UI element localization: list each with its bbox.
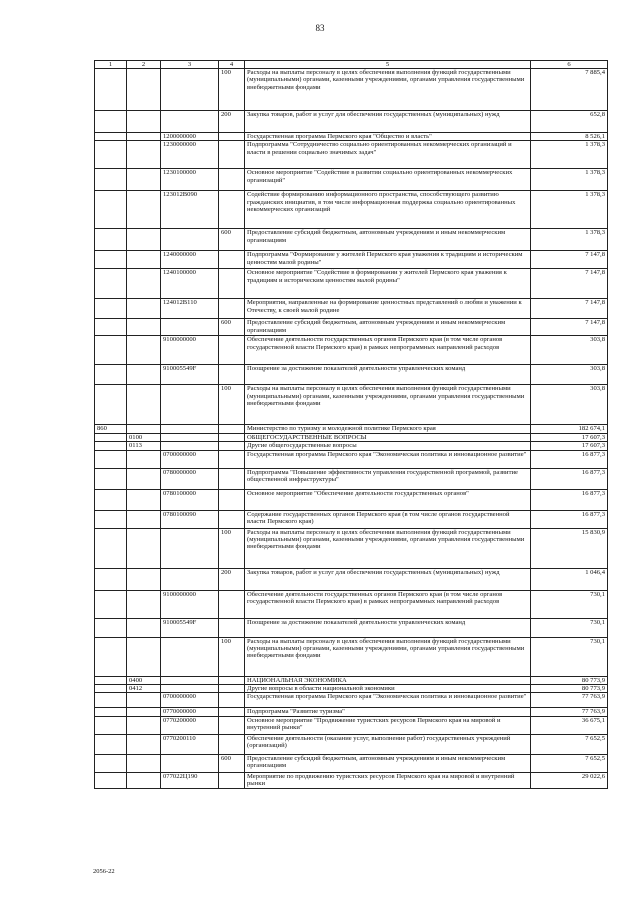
cell-ministry-code — [95, 365, 127, 385]
cell-target-article — [161, 319, 219, 336]
cell-section-code — [127, 385, 161, 425]
cell-expense-type: 600 — [219, 229, 245, 251]
cell-ministry-code — [95, 229, 127, 251]
cell-description: Поощрение за достижение показателей деятельности управленческих команд — [245, 365, 531, 385]
cell-section-code — [127, 141, 161, 169]
cell-ministry-code — [95, 69, 127, 111]
cell-section-code — [127, 169, 161, 191]
cell-description: Другие общегосударственные вопросы — [245, 442, 531, 450]
cell-ministry-code — [95, 251, 127, 269]
cell-section-code — [127, 229, 161, 251]
cell-section-code — [127, 269, 161, 299]
cell-target-article — [161, 442, 219, 450]
cell-section-code — [127, 425, 161, 433]
table-row — [95, 133, 608, 141]
cell-description: Государственная программа Пермского края "Общество и власть" — [245, 133, 531, 141]
cell-ministry-code — [95, 111, 127, 133]
cell-amount: 1 378,3 — [531, 169, 608, 191]
cell-ministry-code — [95, 299, 127, 319]
table-row — [95, 365, 608, 385]
cell-target-article — [161, 676, 219, 684]
cell-amount: 303,8 — [531, 385, 608, 425]
cell-ministry-code — [95, 510, 127, 528]
cell-amount: 7 147,8 — [531, 251, 608, 269]
cell-section-code — [127, 191, 161, 229]
cell-expense-type — [219, 708, 245, 716]
cell-expense-type: 600 — [219, 319, 245, 336]
cell-expense-type — [219, 772, 245, 788]
cell-section-code — [127, 299, 161, 319]
cell-description: Расходы на выплаты персоналу в целях обеспечения выполнения функций государственными (муниципальными) органами, казенными учреждениями, органами управления государственными внебюджетными фондами — [245, 528, 531, 568]
cell-description: Подпрограмма "Повышение эффективности управления государственной программой, развитие общественной инфраструктуры" — [245, 468, 531, 489]
table-row — [95, 336, 608, 365]
cell-target-article: 1200000000 — [161, 133, 219, 141]
table-row — [95, 299, 608, 319]
cell-expense-type — [219, 336, 245, 365]
cell-target-article: 1240100000 — [161, 269, 219, 299]
cell-description: Государственная программа Пермского края "Экономическая политика и инновационное развитие" — [245, 693, 531, 708]
cell-amount: 303,8 — [531, 365, 608, 385]
table-row — [95, 618, 608, 637]
cell-ministry-code — [95, 269, 127, 299]
cell-target-article: 1230000000 — [161, 141, 219, 169]
cell-ministry-code — [95, 754, 127, 772]
cell-target-article: 0770200110 — [161, 734, 219, 754]
cell-expense-type — [219, 716, 245, 734]
cell-expense-type — [219, 676, 245, 684]
cell-target-article: 123012В090 — [161, 191, 219, 229]
table-row — [95, 269, 608, 299]
table-row — [95, 676, 608, 684]
cell-ministry-code — [95, 468, 127, 489]
column-number-row — [95, 61, 608, 69]
cell-section-code — [127, 69, 161, 111]
cell-section-code — [127, 133, 161, 141]
column-header: 3 — [161, 61, 219, 69]
cell-ministry-code — [95, 685, 127, 693]
page-number: 83 — [315, 23, 325, 33]
cell-expense-type — [219, 590, 245, 618]
cell-target-article — [161, 754, 219, 772]
cell-ministry-code — [95, 734, 127, 754]
cell-section-code — [127, 568, 161, 590]
cell-expense-type: 100 — [219, 528, 245, 568]
cell-expense-type — [219, 425, 245, 433]
table-row — [95, 111, 608, 133]
cell-description: Обеспечение деятельности (оказание услуг, выполнение работ) государственных учреждений (организаций) — [245, 734, 531, 754]
cell-amount: 1 378,3 — [531, 191, 608, 229]
cell-amount: 7 652,5 — [531, 734, 608, 754]
cell-ministry-code — [95, 169, 127, 191]
cell-description: Министерство по туризму и молодежной политике Пермского края — [245, 425, 531, 433]
cell-section-code — [127, 450, 161, 468]
cell-target-article — [161, 69, 219, 111]
cell-description: Обеспечение деятельности государственных органов Пермского края (в том числе органов государственной власти Пермского края) в рамках непрограммных направлений расходов — [245, 590, 531, 618]
cell-expense-type: 100 — [219, 637, 245, 676]
cell-expense-type: 200 — [219, 568, 245, 590]
table-row — [95, 510, 608, 528]
cell-target-article: 077022Ц190 — [161, 772, 219, 788]
cell-ministry-code — [95, 528, 127, 568]
cell-section-code: 0100 — [127, 433, 161, 441]
cell-expense-type — [219, 685, 245, 693]
cell-description: Предоставление субсидий бюджетным, автономным учреждениям и иным некоммерческим организациям — [245, 229, 531, 251]
table-row — [95, 425, 608, 433]
cell-expense-type — [219, 442, 245, 450]
cell-description: Подпрограмма "Развитие туризма" — [245, 708, 531, 716]
table-row — [95, 468, 608, 489]
cell-section-code — [127, 693, 161, 708]
cell-ministry-code — [95, 191, 127, 229]
cell-target-article: 0780000000 — [161, 468, 219, 489]
cell-target-article — [161, 433, 219, 441]
cell-description: ОБЩЕГОСУДАРСТВЕННЫЕ ВОПРОСЫ — [245, 433, 531, 441]
cell-description: Основное мероприятие "Содействие в развитии социально ориентированных некоммерческих организаций" — [245, 169, 531, 191]
cell-description: Содействие формированию информационного пространства, способствующего развитию гражданских инициатив, в том числе информационная поддержка социально ориентированных некоммерческих организаций — [245, 191, 531, 229]
cell-section-code — [127, 754, 161, 772]
cell-section-code — [127, 365, 161, 385]
cell-description: Другие вопросы в области национальной экономики — [245, 685, 531, 693]
cell-expense-type — [219, 141, 245, 169]
cell-amount: 16 877,3 — [531, 450, 608, 468]
column-header: 4 — [219, 61, 245, 69]
column-header: 6 — [531, 61, 608, 69]
cell-description: Содержание государственных органов Пермского края (в том числе органов государственной власти Пермского края) — [245, 510, 531, 528]
cell-description: Предоставление субсидий бюджетным, автономным учреждениям и иным некоммерческим организациям — [245, 754, 531, 772]
cell-expense-type — [219, 169, 245, 191]
cell-target-article: 910005549F — [161, 365, 219, 385]
table-row — [95, 450, 608, 468]
budget-table-body — [95, 61, 608, 789]
cell-ministry-code — [95, 590, 127, 618]
cell-amount: 730,1 — [531, 637, 608, 676]
cell-description: Расходы на выплаты персоналу в целях обеспечения выполнения функций государственными (муниципальными) органами, казенными учреждениями, органами управления государственными внебюджетными фондами — [245, 637, 531, 676]
cell-ministry-code — [95, 433, 127, 441]
cell-description: Государственная программа Пермского края "Экономическая политика и инновационное развитие" — [245, 450, 531, 468]
cell-amount: 182 674,1 — [531, 425, 608, 433]
document-code: 2056-22 — [93, 868, 115, 875]
cell-ministry-code — [95, 772, 127, 788]
table-row — [95, 637, 608, 676]
table-row — [95, 590, 608, 618]
cell-section-code: 0400 — [127, 676, 161, 684]
table-row — [95, 734, 608, 754]
cell-amount: 15 830,9 — [531, 528, 608, 568]
cell-ministry-code — [95, 336, 127, 365]
cell-section-code: 0412 — [127, 685, 161, 693]
cell-amount: 77 763,9 — [531, 693, 608, 708]
cell-ministry-code: 860 — [95, 425, 127, 433]
cell-section-code — [127, 528, 161, 568]
cell-amount: 730,1 — [531, 590, 608, 618]
cell-amount: 77 763,9 — [531, 708, 608, 716]
cell-description: Закупка товаров, работ и услуг для обеспечения государственных (муниципальных) нужд — [245, 568, 531, 590]
table-row — [95, 229, 608, 251]
cell-section-code — [127, 716, 161, 734]
table-row — [95, 69, 608, 111]
cell-target-article: 9100000000 — [161, 590, 219, 618]
cell-ministry-code — [95, 489, 127, 510]
cell-expense-type: 100 — [219, 385, 245, 425]
cell-ministry-code — [95, 141, 127, 169]
column-header: 1 — [95, 61, 127, 69]
cell-target-article: 0770200000 — [161, 716, 219, 734]
cell-ministry-code — [95, 716, 127, 734]
table-row — [95, 319, 608, 336]
cell-amount: 1 378,3 — [531, 141, 608, 169]
cell-expense-type: 600 — [219, 754, 245, 772]
cell-section-code — [127, 708, 161, 716]
cell-expense-type — [219, 133, 245, 141]
cell-section-code — [127, 637, 161, 676]
cell-target-article — [161, 425, 219, 433]
cell-amount: 7 147,8 — [531, 319, 608, 336]
cell-amount: 1 378,3 — [531, 229, 608, 251]
cell-ministry-code — [95, 133, 127, 141]
cell-amount: 16 877,3 — [531, 468, 608, 489]
table-row — [95, 568, 608, 590]
cell-section-code — [127, 251, 161, 269]
cell-expense-type — [219, 433, 245, 441]
table-row — [95, 169, 608, 191]
cell-section-code — [127, 111, 161, 133]
cell-section-code — [127, 468, 161, 489]
cell-target-article — [161, 637, 219, 676]
cell-description: Расходы на выплаты персоналу в целях обеспечения выполнения функций государственными (муниципальными) органами, казенными учреждениями, органами управления государственными внебюджетными фондами — [245, 385, 531, 425]
cell-ministry-code — [95, 442, 127, 450]
cell-amount: 17 607,3 — [531, 442, 608, 450]
cell-description: Закупка товаров, работ и услуг для обеспечения государственных (муниципальных) нужд — [245, 111, 531, 133]
cell-expense-type: 100 — [219, 69, 245, 111]
cell-amount: 16 877,3 — [531, 510, 608, 528]
table-row — [95, 442, 608, 450]
table-row — [95, 191, 608, 229]
cell-expense-type — [219, 734, 245, 754]
table-row — [95, 772, 608, 788]
cell-description: НАЦИОНАЛЬНАЯ ЭКОНОМИКА — [245, 676, 531, 684]
cell-target-article: 0780100000 — [161, 489, 219, 510]
table-row — [95, 716, 608, 734]
table-row — [95, 385, 608, 425]
cell-expense-type — [219, 251, 245, 269]
cell-description: Основное мероприятие "Обеспечение деятельности государственных органов" — [245, 489, 531, 510]
cell-target-article: 0700000000 — [161, 450, 219, 468]
cell-target-article — [161, 111, 219, 133]
cell-ministry-code — [95, 676, 127, 684]
cell-description: Поощрение за достижение показателей деятельности управленческих команд — [245, 618, 531, 637]
cell-expense-type: 200 — [219, 111, 245, 133]
cell-section-code — [127, 336, 161, 365]
cell-section-code — [127, 319, 161, 336]
cell-ministry-code — [95, 319, 127, 336]
cell-target-article — [161, 568, 219, 590]
cell-expense-type — [219, 618, 245, 637]
cell-description: Подпрограмма "Формирование у жителей Пермского края уважения к традициям и историческим ценностям малой родины" — [245, 251, 531, 269]
cell-description: Обеспечение деятельности государственных органов Пермского края (в том числе органов государственной власти Пермского края) в рамках непрограммных направлений расходов — [245, 336, 531, 365]
cell-target-article: 910005549F — [161, 618, 219, 637]
cell-target-article: 0700000000 — [161, 693, 219, 708]
cell-expense-type — [219, 365, 245, 385]
cell-target-article — [161, 685, 219, 693]
cell-amount: 652,8 — [531, 111, 608, 133]
cell-description: Основное мероприятие "Продвижение туристских ресурсов Пермского края на мировой и внутренний рынки" — [245, 716, 531, 734]
cell-expense-type — [219, 191, 245, 229]
cell-description: Расходы на выплаты персоналу в целях обеспечения выполнения функций государственными (муниципальными) органами, казенными учреждениями, органами управления государственными внебюджетными фондами — [245, 69, 531, 111]
cell-ministry-code — [95, 568, 127, 590]
cell-amount: 730,1 — [531, 618, 608, 637]
cell-section-code — [127, 489, 161, 510]
cell-ministry-code — [95, 618, 127, 637]
cell-ministry-code — [95, 693, 127, 708]
cell-expense-type — [219, 468, 245, 489]
cell-amount: 1 046,4 — [531, 568, 608, 590]
cell-amount: 80 773,9 — [531, 676, 608, 684]
cell-amount: 7 652,5 — [531, 754, 608, 772]
cell-section-code — [127, 618, 161, 637]
cell-section-code — [127, 590, 161, 618]
cell-amount: 7 885,4 — [531, 69, 608, 111]
cell-section-code: 0113 — [127, 442, 161, 450]
cell-amount: 36 675,1 — [531, 716, 608, 734]
cell-amount: 29 022,6 — [531, 772, 608, 788]
cell-ministry-code — [95, 385, 127, 425]
cell-section-code — [127, 734, 161, 754]
cell-target-article — [161, 385, 219, 425]
cell-section-code — [127, 510, 161, 528]
cell-description: Мероприятие по продвижению туристских ресурсов Пермского края на мировой и внутренний рынки — [245, 772, 531, 788]
cell-description: Мероприятия, направленные на формирование ценностных представлений о любви и уважении к Отечеству, к своей малой родине — [245, 299, 531, 319]
cell-target-article: 1230100000 — [161, 169, 219, 191]
cell-ministry-code — [95, 637, 127, 676]
table-row — [95, 528, 608, 568]
cell-amount: 303,8 — [531, 336, 608, 365]
cell-target-article: 0780100090 — [161, 510, 219, 528]
cell-target-article: 1240000000 — [161, 251, 219, 269]
column-header: 2 — [127, 61, 161, 69]
cell-expense-type — [219, 510, 245, 528]
table-row — [95, 754, 608, 772]
cell-expense-type — [219, 450, 245, 468]
cell-description: Предоставление субсидий бюджетным, автономным учреждениям и иным некоммерческим организациям — [245, 319, 531, 336]
cell-section-code — [127, 772, 161, 788]
column-header: 5 — [245, 61, 531, 69]
cell-target-article: 9100000000 — [161, 336, 219, 365]
table-row — [95, 433, 608, 441]
cell-amount: 80 773,9 — [531, 685, 608, 693]
cell-expense-type — [219, 693, 245, 708]
table-row — [95, 489, 608, 510]
cell-target-article: 0770000000 — [161, 708, 219, 716]
cell-ministry-code — [95, 450, 127, 468]
budget-table — [94, 60, 608, 789]
cell-amount: 8 526,1 — [531, 133, 608, 141]
cell-expense-type — [219, 269, 245, 299]
table-row — [95, 141, 608, 169]
cell-expense-type — [219, 299, 245, 319]
cell-target-article — [161, 528, 219, 568]
table-row — [95, 708, 608, 716]
cell-ministry-code — [95, 708, 127, 716]
table-row — [95, 251, 608, 269]
cell-amount: 7 147,8 — [531, 269, 608, 299]
table-row — [95, 685, 608, 693]
cell-amount: 7 147,8 — [531, 299, 608, 319]
cell-amount: 17 607,3 — [531, 433, 608, 441]
cell-amount: 16 877,3 — [531, 489, 608, 510]
cell-description: Подпрограмма "Сотрудничество социально ориентированных некоммерческих организаций и власти в решении социально значимых задач" — [245, 141, 531, 169]
cell-target-article — [161, 229, 219, 251]
cell-description: Основное мероприятие "Содействие в формировании у жителей Пермского края уважения к традициям и историческим ценностям малой родины" — [245, 269, 531, 299]
cell-target-article: 124012В110 — [161, 299, 219, 319]
cell-expense-type — [219, 489, 245, 510]
table-row — [95, 693, 608, 708]
